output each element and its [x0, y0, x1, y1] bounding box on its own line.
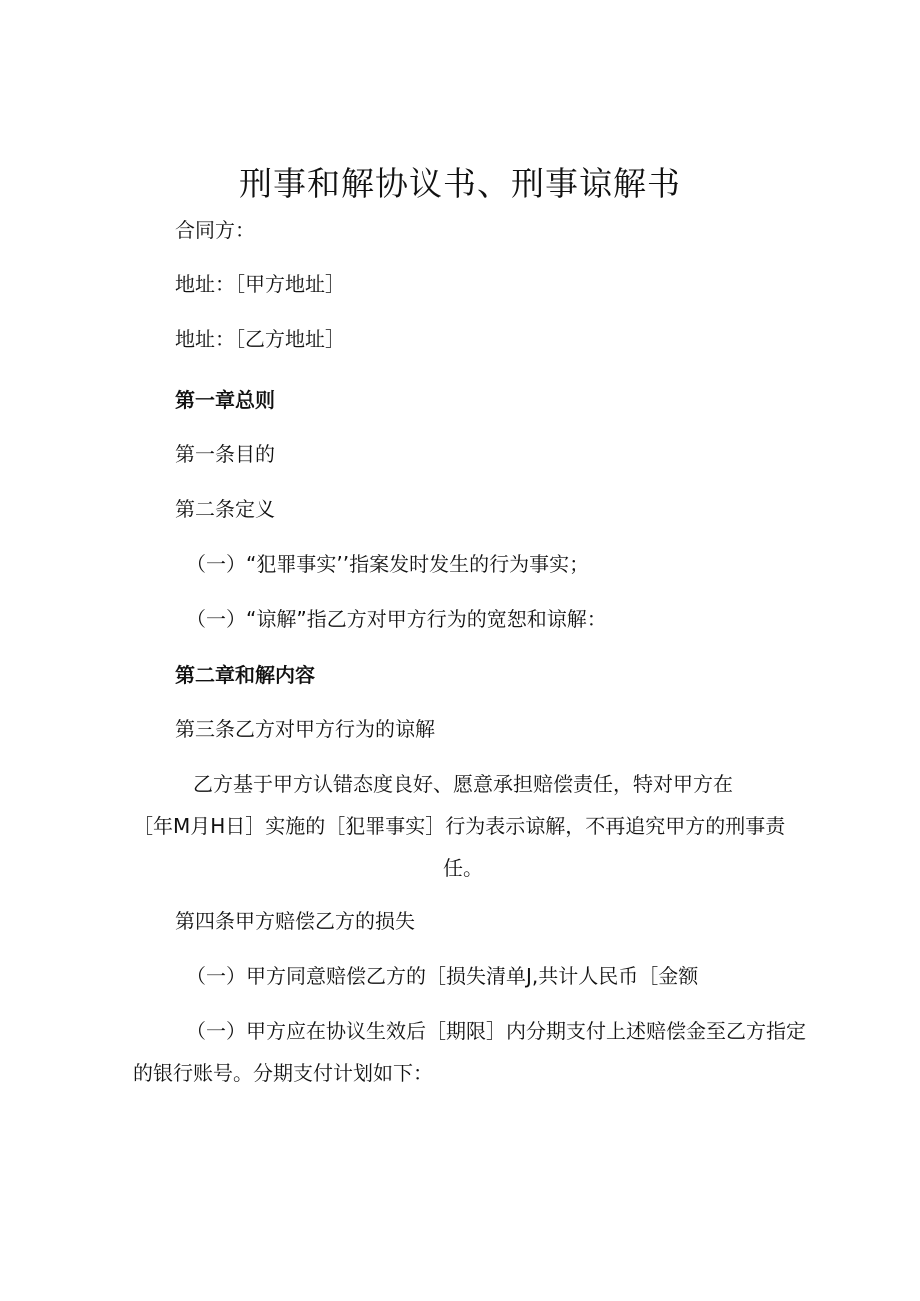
compensation-item-2-line-2: 的银行账号。分期支付计划如下：	[133, 1061, 433, 1085]
chapter-2-heading: 第二章和解内容	[175, 663, 315, 687]
article-3-line-2: ［年M月H日］实施的［犯罪事实］行为表示谅解，不再追究甲方的刑事责	[133, 814, 786, 838]
document-title: 刑事和解协议书、刑事谅解书	[239, 164, 681, 203]
article-1-heading: 第一条目的	[175, 442, 275, 466]
article-2-heading: 第二条定义	[175, 497, 275, 521]
address-party-b: 地址：［乙方地址］	[175, 327, 345, 351]
chapter-1-heading: 第一章总则	[175, 388, 275, 412]
definition-2: （一）“谅解”指乙方对甲方行为的宽恕和谅解：	[186, 607, 607, 631]
article-3-line-1: 乙方基于甲方认错态度良好、愿意承担赔偿责任，特对甲方在	[193, 772, 733, 796]
article-3-heading: 第三条乙方对甲方行为的谅解	[175, 717, 435, 741]
parties-label: 合同方：	[175, 218, 255, 242]
address-party-a: 地址：［甲方地址］	[175, 272, 345, 296]
compensation-item-2-line-1: （一）甲方应在协议生效后［期限］内分期支付上述赔偿金至乙方指定	[186, 1019, 806, 1043]
article-3-paragraph	[133, 763, 793, 889]
article-3-line-3: 任。	[443, 856, 483, 880]
definition-1: （一）“犯罪事实’’指案发时发生的行为事实；	[186, 552, 590, 576]
compensation-item-1: （一）甲方同意赔偿乙方的［损失清单J,共计人民币［金额	[186, 964, 699, 988]
article-4-heading: 第四条甲方赔偿乙方的损失	[175, 909, 415, 933]
compensation-item-2	[133, 1010, 806, 1094]
